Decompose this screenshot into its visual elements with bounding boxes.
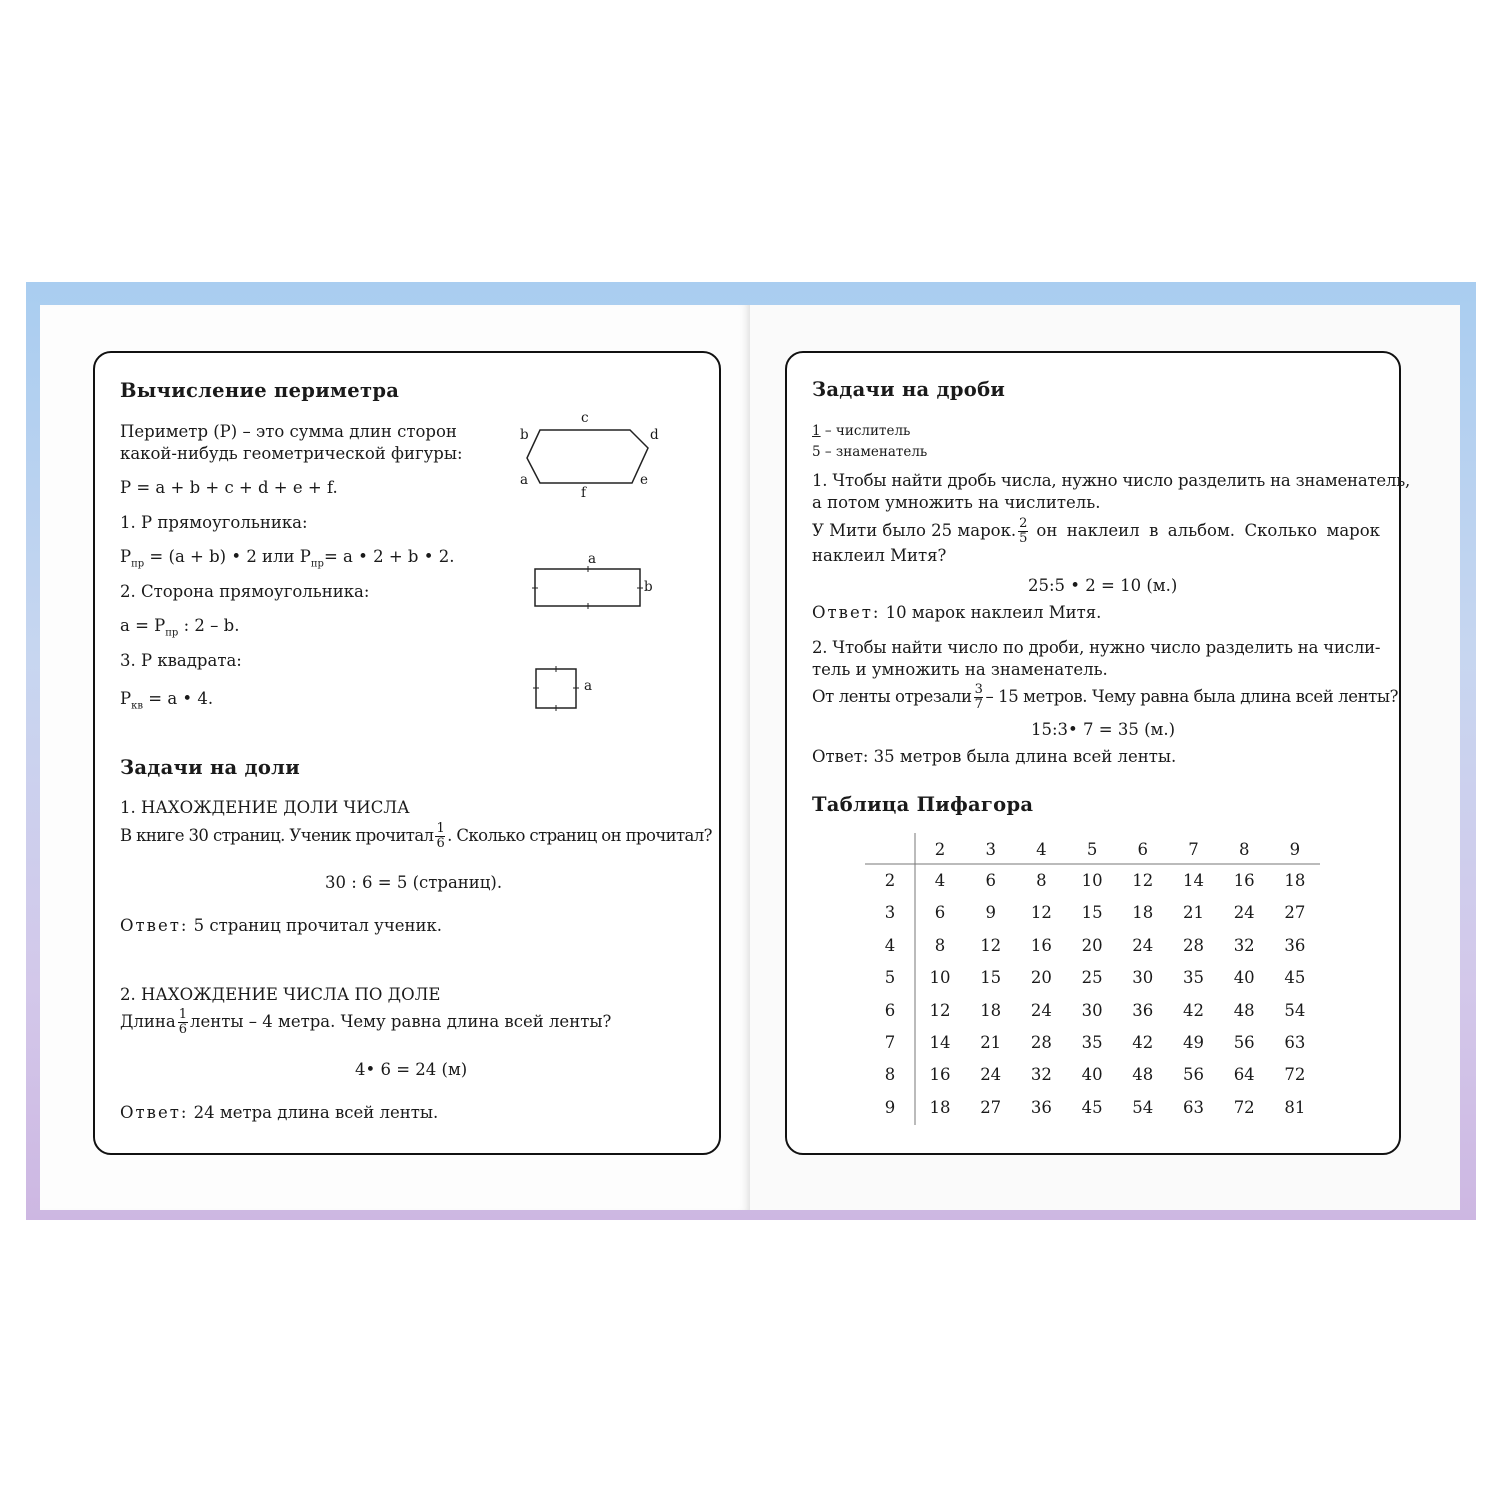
fractions-task2-solution: 15:3• 7 = 35 (м.) [1031,720,1176,739]
pythagoras-grid-lines [0,0,1,1]
row-header: 7 [884,1033,896,1052]
pythagoras-title: Таблица Пифагора [812,793,1034,816]
fractions-rule1-line2: а потом умножить на числитель. [812,493,1101,512]
table-cell: 12 [980,935,1002,955]
table-cell: 16 [929,1065,951,1085]
table-cell: 14 [1183,871,1204,890]
table-cell: 12 [929,1000,951,1020]
perimeter-definition-2: какой-нибудь геометрической фигуры: [120,444,463,463]
table-cell: 45 [1284,968,1306,988]
hexagon-label-c: c [581,410,589,426]
shares-task2-title: 2. НАХОЖДЕНИЕ ЧИСЛА ПО ДОЛЕ [120,985,441,1004]
table-cell: 28 [1183,935,1204,955]
fractions-rule1-line1: 1. Чтобы найти дробь числа, нужно число разделить на знаменатель, [812,471,1411,490]
table-cell: 48 [1132,1065,1154,1085]
fractions-task2-text: От ленты отрезали 3 7 – 15 метров. Чему равна была длина всей ленты? [812,682,1399,712]
perimeter-definition-1: Периметр (Р) – это сумма длин сторон [120,422,457,441]
fractions-task1-text-cont: наклеил Митя? [812,546,947,565]
table-cell: 16 [1233,871,1255,890]
table-cell: 72 [1284,1065,1306,1085]
table-cell: 64 [1233,1065,1255,1085]
table-cell: 36 [1030,1097,1052,1117]
rectangle-perimeter-formula: $Р_{пр} = (a + b)$ • 2 или $Р_{пр}= a$ • 2 + b • 2. [120,547,455,570]
shares-task1-solution: 30 : 6 = 5 (страниц). [325,873,503,892]
table-cell: 18 [1284,871,1306,890]
fractions-title: Задачи на дроби [812,378,1006,401]
table-cell: 48 [1233,1000,1255,1020]
table-cell: 40 [1233,968,1255,988]
hexagon-label-e: e [640,472,648,488]
hexagon-label-a: a [520,472,529,488]
table-cell: 63 [1284,1033,1306,1052]
table-cell: 72 [1233,1097,1255,1117]
row-header: 5 [884,968,896,988]
fractions-task1-solution: 25:5 • 2 = 10 (м.) [1028,576,1178,595]
table-cell: 24 [1132,935,1154,955]
column-header: 8 [1238,840,1250,859]
square-label-a: a [584,678,593,694]
shares-title: Задачи на доли [120,756,300,779]
table-cell: 54 [1284,1000,1306,1020]
column-header: 6 [1137,840,1149,859]
table-cell: 21 [1183,903,1204,923]
perimeter-formula: P = a + b + c + d + e + f. [120,478,338,497]
numerator-definition: 1 – числитель [812,423,911,439]
square-perimeter-heading: 3. Р квадрата: [120,651,242,670]
square-perimeter-formula: $Р_{кв} = a$ • 4. [120,689,214,712]
table-cell: 63 [1183,1097,1204,1117]
table-cell: 18 [929,1097,951,1117]
table-cell: 40 [1081,1065,1103,1085]
table-cell: 24 [1030,1000,1052,1020]
table-cell: 14 [929,1033,951,1052]
table-cell: 35 [1081,1033,1103,1052]
table-cell: 10 [1081,871,1103,890]
table-cell: 21 [980,1033,1002,1052]
table-cell: 12 [1132,871,1154,890]
table-cell: 12 [1030,903,1052,923]
table-cell: 49 [1183,1033,1204,1052]
rectangle-perimeter-heading: 1. Р прямоугольника: [120,513,308,532]
row-header: 2 [884,871,896,890]
table-cell: 56 [1233,1033,1255,1052]
table-cell: 27 [980,1097,1002,1117]
rectangle-side-heading: 2. Сторона прямоугольника: [120,582,370,601]
table-cell: 16 [1030,935,1052,955]
table-cell: 15 [1081,903,1103,923]
perimeter-title: Вычисление периметра [120,379,400,402]
table-cell: 18 [980,1000,1002,1020]
shares-task1-text: В книге 30 страниц. Ученик прочитал 1 6 . Сколько страниц он прочитал? [120,821,712,851]
table-cell: 32 [1030,1065,1052,1085]
table-cell: 20 [1030,968,1052,988]
column-header: 2 [934,840,946,859]
column-header: 3 [985,840,996,859]
shares-task2-solution: 4• 6 = 24 (м) [355,1060,468,1079]
table-cell: 6 [934,903,946,923]
table-cell: 35 [1183,968,1204,988]
rectangle-side-formula: $a = Р_{пр}$ : 2 – b. [120,616,240,639]
table-cell: 8 [934,935,946,955]
table-cell: 56 [1183,1065,1204,1085]
table-cell: 42 [1183,1000,1204,1020]
fractions-task1-answer: Ответ: 10 марок наклеил Митя. [812,603,1102,622]
rectangle-label-b: b [644,579,653,595]
column-header: 9 [1289,840,1301,859]
table-cell: 18 [1132,903,1154,923]
table-cell: 45 [1081,1097,1103,1117]
row-header: 3 [884,903,896,923]
table-cell: 4 [934,871,946,890]
fractions-rule2-line1: 2. Чтобы найти число по дроби, нужно число разделить на числи- [812,638,1381,657]
table-cell: 30 [1132,968,1154,988]
row-header: 4 [884,935,896,955]
table-cell: 32 [1233,935,1255,955]
hexagon-label-b: b [520,427,529,443]
table-cell: 9 [985,903,996,923]
fractions-task1-text: У Мити было 25 марок. 2 5 он наклеил в альбом. Сколько марок [812,516,1380,546]
row-header: 6 [884,1000,896,1020]
rectangle-label-a: a [588,551,597,567]
shares-task1-answer: Ответ: 5 страниц прочитал ученик. [120,916,443,935]
table-cell: 6 [985,871,996,890]
fractions-rule2-line2: тель и умножить на знаменатель. [812,660,1108,679]
table-cell: 54 [1132,1097,1154,1117]
table-cell: 15 [980,968,1002,988]
table-cell: 36 [1132,1000,1154,1020]
column-header: 4 [1036,840,1047,859]
denominator-definition: 5 – знаменатель [812,444,928,460]
table-cell: 24 [1233,903,1255,923]
table-cell: 8 [1036,871,1047,890]
table-cell: 36 [1284,935,1306,955]
table-cell: 30 [1081,1000,1103,1020]
table-cell: 27 [1284,903,1306,923]
fractions-task2-answer: Ответ: 35 метров была длина всей ленты. [812,747,1177,766]
row-header: 8 [884,1065,896,1085]
hexagon-label-f: f [581,485,586,501]
table-cell: 24 [980,1065,1002,1085]
table-cell: 20 [1081,935,1103,955]
table-cell: 81 [1284,1097,1306,1117]
table-cell: 42 [1132,1033,1154,1052]
table-cell: 25 [1081,968,1103,988]
shares-task1-title: 1. НАХОЖДЕНИЕ ДОЛИ ЧИСЛА [120,798,410,817]
row-header: 9 [884,1097,896,1117]
shares-task2-text: Длина 1 6 ленты – 4 метра. Чему равна длина всей ленты? [120,1007,612,1037]
table-cell: 10 [929,968,951,988]
table-cell: 28 [1030,1033,1052,1052]
shares-task2-answer: Ответ: 24 метра длина всей ленты. [120,1103,439,1122]
column-header: 7 [1188,840,1199,859]
hexagon-label-d: d [650,427,659,443]
column-header: 5 [1086,840,1098,859]
